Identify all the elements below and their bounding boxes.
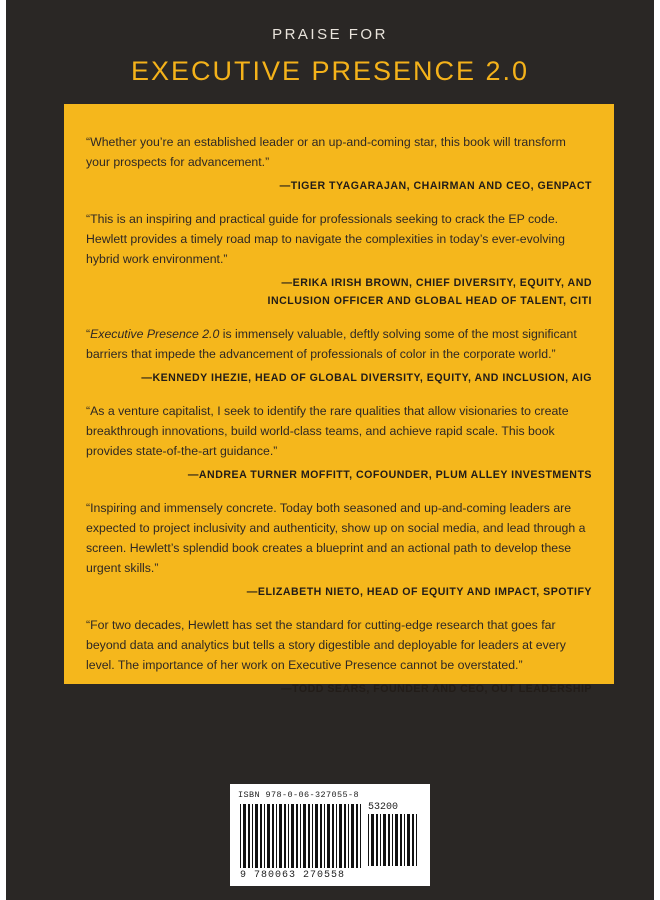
barcode-box bbox=[230, 784, 430, 886]
quote-text bbox=[86, 324, 592, 364]
quote-attribution bbox=[86, 177, 592, 195]
quote-3 bbox=[86, 324, 592, 387]
attribution-line: —ELIZABETH NIETO, HEAD OF EQUITY AND IMPACT, SPOTIFY bbox=[246, 586, 592, 598]
praise-kicker: PRAISE FOR bbox=[272, 26, 388, 43]
back-cover bbox=[6, 0, 654, 900]
price-barcode-bars bbox=[368, 814, 420, 866]
quote-text: “Whether you’re an established leader or an up-and-coming star, this book will transform your prospects for advancement.” bbox=[86, 135, 566, 169]
quote-1 bbox=[86, 132, 592, 195]
quote-4 bbox=[86, 401, 592, 484]
attribution-line: —ERIKA IRISH BROWN, CHIEF DIVERSITY, EQUITY, AND bbox=[281, 277, 592, 289]
attribution-line: —KENNEDY IHEZIE, HEAD OF GLOBAL DIVERSITY, EQUITY, AND INCLUSION, AIG bbox=[141, 372, 592, 384]
quote-attribution bbox=[86, 583, 592, 601]
quote-attribution bbox=[86, 466, 592, 484]
attribution-line: —TODD SEARS, FOUNDER AND CEO, OUT LEADERSHIP bbox=[281, 683, 592, 695]
attribution-line: —TIGER TYAGARAJAN, CHAIRMAN AND CEO, GENPACT bbox=[279, 180, 592, 192]
quote-attribution bbox=[86, 369, 592, 387]
quote-text: “Inspiring and immensely concrete. Today both seasoned and up-and-coming leaders are expected to project inclusivity and authenticity, show up on social media, and lead through a screen. Hewlett’s splendid book creates a blueprint and an actional path to develop these urgent skills.” bbox=[86, 501, 586, 575]
attribution-line: INCLUSION OFFICER AND GLOBAL HEAD OF TALENT, CITI bbox=[267, 295, 592, 307]
praise-panel bbox=[64, 104, 614, 695]
price-code: 53200 bbox=[368, 802, 399, 813]
isbn-label: ISBN 978-0-06-327055-8 bbox=[238, 790, 360, 800]
quote-text: “For two decades, Hewlett has set the standard for cutting-edge research that goes far beyond data and analytics but tells a story digestible and deployable for leaders at every level. The importance of her work on Executive Presence cannot be overstated.” bbox=[86, 618, 566, 672]
quote-attribution bbox=[86, 680, 592, 698]
quote-6 bbox=[86, 615, 592, 698]
quote-2 bbox=[86, 209, 592, 310]
barcode-digits: 9 780063 270558 bbox=[240, 870, 346, 881]
quote-body: is immensely valuable, deftly solving some of the most significant barriers that impede the advancement of professionals of color in the corporate world.” bbox=[86, 327, 577, 361]
quote-text: “This is an inspiring and practical guide for professionals seeking to crack the EP code. Hewlett provides a timely road map to navigate the complexities in today’s ever-evolving hybrid work environment.” bbox=[86, 212, 565, 266]
quote-text: “As a venture capitalist, I seek to identify the rare qualities that allow visionaries to create breakthrough innovations, build world-class teams, and achieve rapid scale. This book provides state-of-the-art guidance.” bbox=[86, 404, 569, 458]
book-title: EXECUTIVE PRESENCE 2.0 bbox=[130, 56, 530, 86]
attribution-line: —ANDREA TURNER MOFFITT, COFOUNDER, PLUM ALLEY INVESTMENTS bbox=[187, 469, 592, 481]
barcode-bars bbox=[240, 804, 362, 868]
book-title-italic: Executive Presence 2.0 bbox=[90, 327, 220, 341]
open-quote: “ bbox=[86, 327, 91, 341]
quote-attribution bbox=[86, 274, 592, 310]
quote-5 bbox=[86, 498, 592, 601]
